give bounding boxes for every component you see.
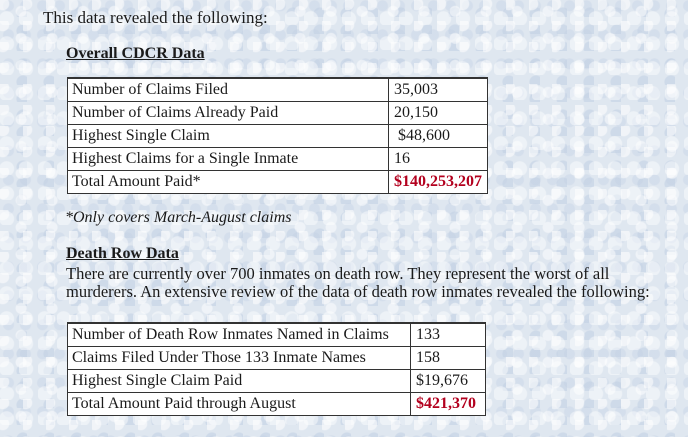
row-value: 158 — [411, 347, 486, 370]
row-label: Claims Filed Under Those 133 Inmate Names — [68, 347, 411, 370]
row-value: $48,600 — [389, 125, 488, 148]
table-row — [68, 370, 486, 393]
row-value: $19,676 — [411, 370, 486, 393]
row-label: Total Amount Paid through August — [68, 393, 411, 416]
row-value: 16 — [389, 148, 488, 171]
table-row — [68, 148, 488, 171]
overall-cdcr-heading: Overall CDCR Data — [66, 45, 205, 62]
table-row — [68, 393, 486, 416]
footnote: *Only covers March-August claims — [65, 209, 292, 226]
table-row — [68, 171, 488, 194]
total-paid-value: $421,370 — [411, 393, 486, 416]
row-value: 20,150 — [389, 102, 488, 125]
overall-cdcr-table — [67, 77, 488, 194]
row-label: Highest Single Claim — [68, 125, 389, 148]
death-row-paragraph: There are currently over 700 inmates on death row. They represent the worst of all murderers. An extensive review of the data of death row inmates revealed the following: — [66, 264, 650, 301]
death-row-table — [67, 322, 486, 416]
row-value: 35,003 — [389, 78, 488, 102]
row-label: Number of Claims Already Paid — [68, 102, 389, 125]
row-label: Highest Single Claim Paid — [68, 370, 411, 393]
row-label: Number of Death Row Inmates Named in Claims — [68, 323, 411, 347]
table-row — [68, 78, 488, 102]
table-row — [68, 347, 486, 370]
table-row — [68, 323, 486, 347]
row-label: Total Amount Paid* — [68, 171, 389, 194]
row-value: 133 — [411, 323, 486, 347]
intro-text: This data revealed the following: — [43, 8, 268, 27]
total-paid-value: $140,253,207 — [389, 171, 488, 194]
row-label: Highest Claims for a Single Inmate — [68, 148, 389, 171]
death-row-heading: Death Row Data — [66, 245, 179, 262]
table-row — [68, 102, 488, 125]
row-label: Number of Claims Filed — [68, 78, 389, 102]
table-row — [68, 125, 488, 148]
